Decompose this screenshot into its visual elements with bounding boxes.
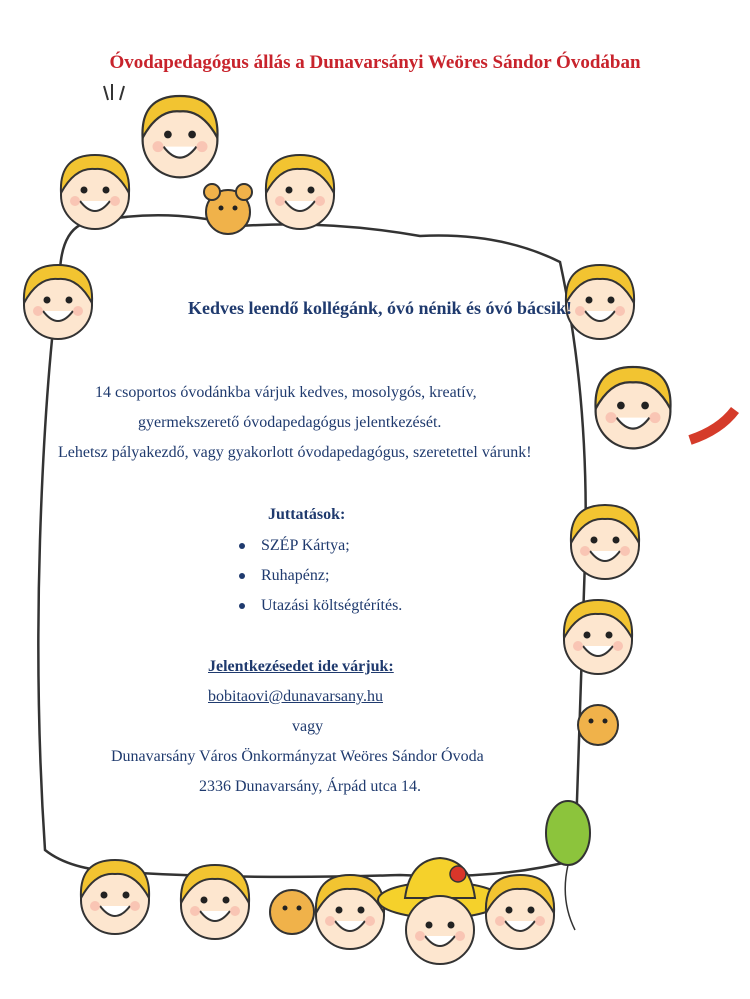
teddy-bear-icon: [204, 184, 252, 234]
bullet-icon: [239, 543, 245, 549]
greeting-heading: Kedves leendő kollégánk, óvó nénik és óvó bácsik!: [187, 298, 573, 318]
bullet-icon: [239, 573, 245, 579]
child-right-4: [564, 600, 632, 674]
child-right-3: [571, 505, 639, 579]
benefit-item: SZÉP Kártya;: [239, 537, 350, 555]
child-bottom-5: [486, 875, 554, 949]
benefits-heading: Juttatások:: [268, 506, 346, 523]
organization-name: Dunavarsány Város Önkormányzat Weöres Sándor Óvoda: [111, 748, 484, 765]
or-text: vagy: [292, 718, 324, 735]
intro-line-1: 14 csoportos óvodánkba várjuk kedves, mosolygós, kreatív,: [95, 384, 477, 401]
child-bottom-1: [81, 860, 149, 934]
child-bottom-2: [181, 865, 249, 939]
email-link[interactable]: bobitaovi@dunavarsany.hu: [208, 688, 383, 705]
benefit-item: Utazási költségtérítés.: [239, 597, 402, 615]
intro-line-2: gyermekszerető óvodapedagógus jelentkezését.: [138, 414, 442, 431]
benefit-item: Ruhapénz;: [239, 567, 329, 585]
child-top-middle: [142, 96, 217, 177]
page-title: Óvodapedagógus állás a Dunavarsányi Weöres Sándor Óvodában: [109, 52, 641, 73]
child-top-left: [61, 155, 129, 229]
bullet-icon: [239, 603, 245, 609]
teddy-bear-small-icon: [578, 705, 618, 745]
child-bottom-4: [406, 896, 474, 964]
address-line: 2336 Dunavarsány, Árpád utca 14.: [199, 778, 422, 795]
child-bottom-3: [316, 875, 384, 949]
contact-heading: Jelentkezésedet ide várjuk:: [208, 658, 394, 675]
child-top-right: [266, 155, 334, 229]
child-right-2: [595, 367, 670, 448]
teddy-bear-bottom-icon: [270, 890, 314, 934]
intro-line-3: Lehetsz pályakezdő, vagy gyakorlott óvodapedagógus, szeretettel várunk!: [58, 444, 532, 461]
